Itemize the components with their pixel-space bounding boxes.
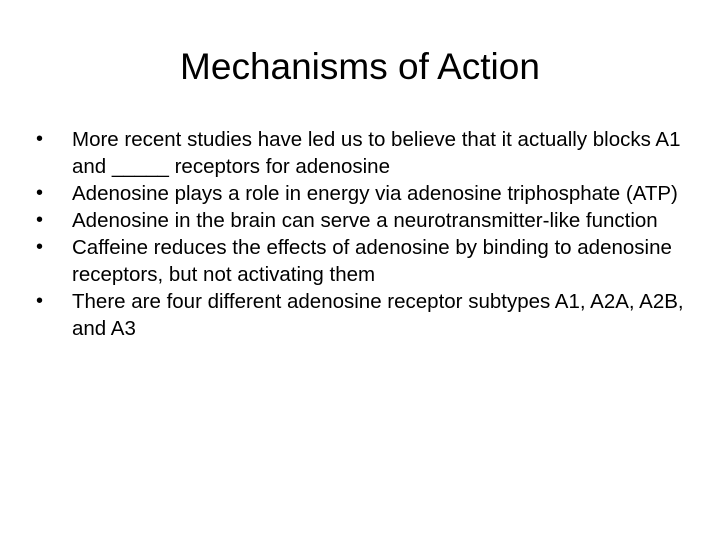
bullet-icon: • bbox=[36, 290, 44, 312]
bullet-item bbox=[36, 126, 696, 180]
bullet-item bbox=[36, 288, 696, 342]
bullet-icon: • bbox=[36, 128, 44, 150]
bullet-list bbox=[36, 126, 696, 342]
bullet-text: Adenosine plays a role in energy via adenosine triphosphate (ATP) bbox=[72, 182, 678, 205]
bullet-icon: • bbox=[36, 182, 44, 204]
bullet-text: Caffeine reduces the effects of adenosine by binding to adenosine receptors, but not activating them bbox=[72, 236, 672, 286]
bullet-text: More recent studies have led us to believe that it actually blocks A1 and _____ receptors for adenosine bbox=[72, 128, 681, 178]
slide-title: Mechanisms of Action bbox=[180, 46, 540, 87]
bullet-text: Adenosine in the brain can serve a neurotransmitter-like function bbox=[72, 209, 658, 232]
bullet-icon: • bbox=[36, 209, 44, 231]
bullet-icon: • bbox=[36, 236, 44, 258]
bullet-item bbox=[36, 234, 696, 288]
bullet-item bbox=[36, 207, 696, 234]
bullet-item bbox=[36, 180, 696, 207]
bullet-text: There are four different adenosine receptor subtypes A1, A2A, A2B, and A3 bbox=[72, 290, 684, 340]
